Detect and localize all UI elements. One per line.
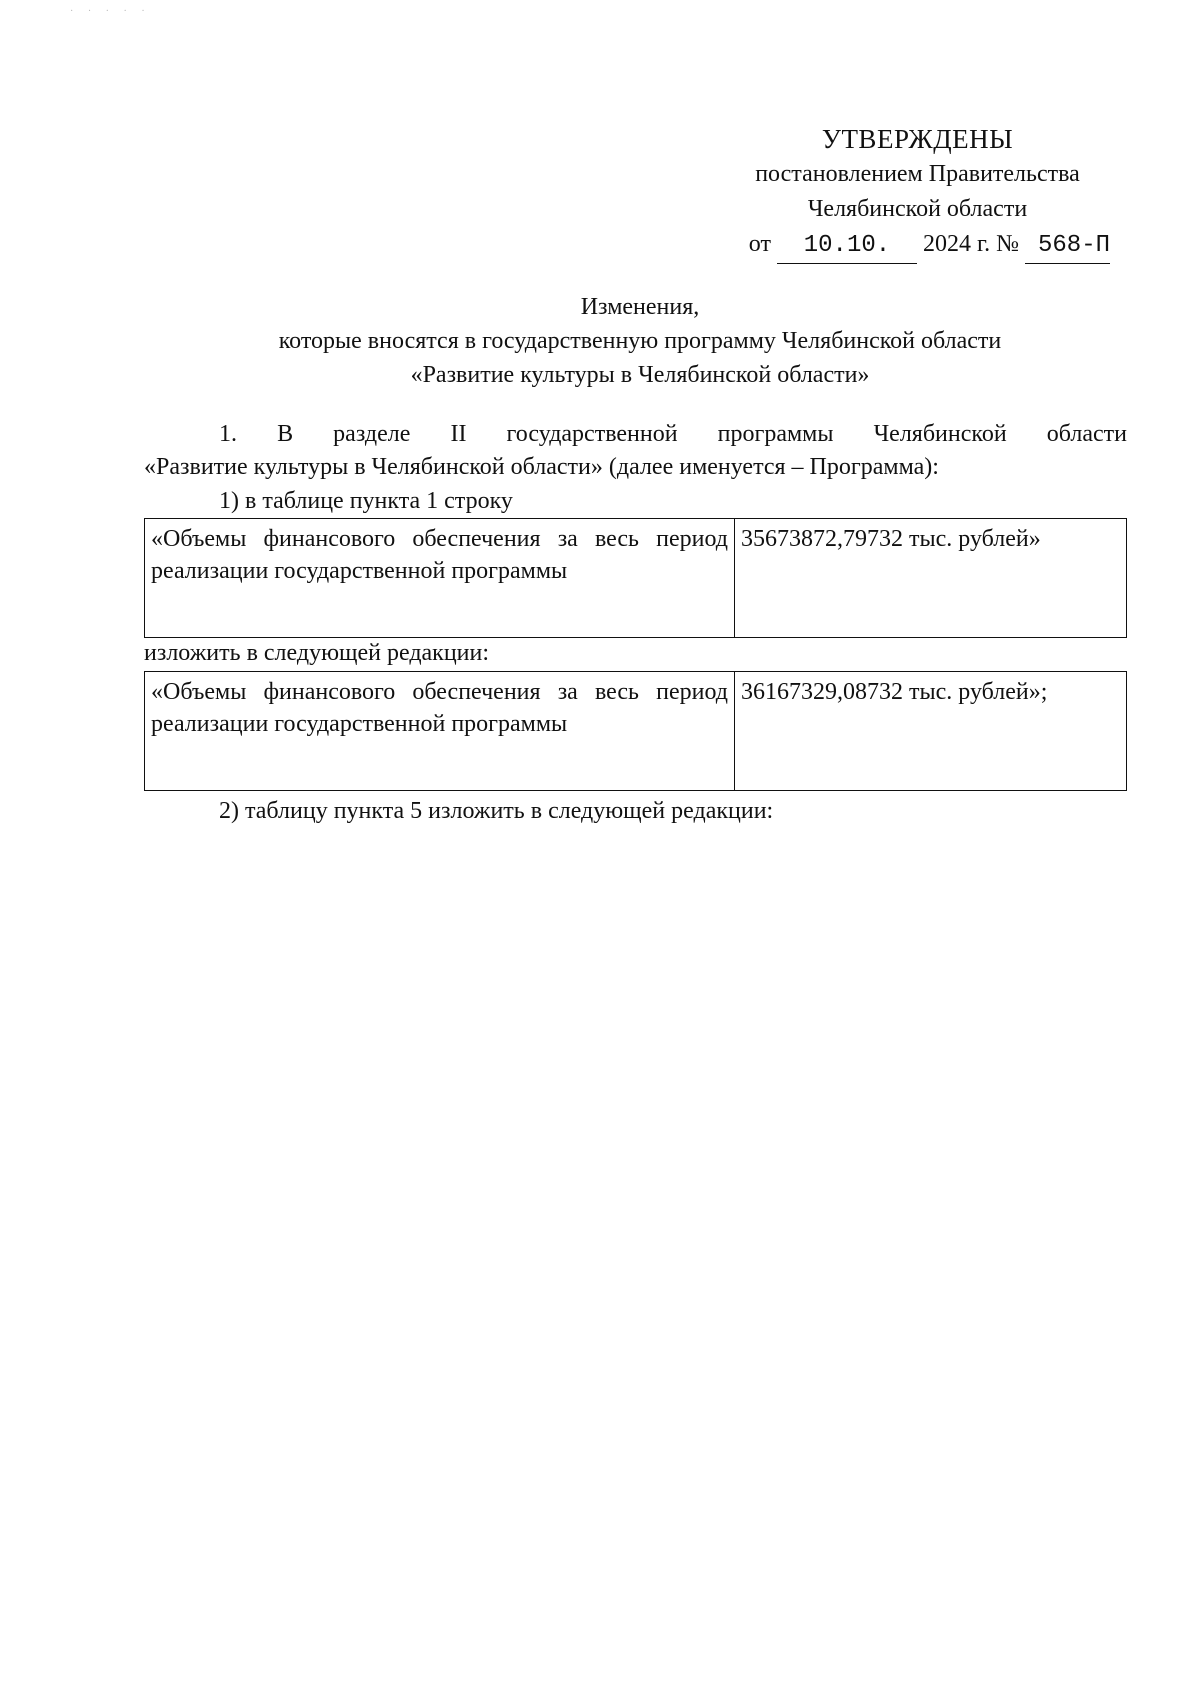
item-2-text: 2) таблицу пункта 5 изложить в следующей редакции: <box>219 798 774 824</box>
scan-artifact: · · · · · <box>70 6 151 17</box>
date-prefix: от <box>748 231 771 257</box>
table-new-label: «Объемы финансового обеспечения за весь период реализации государственной программы <box>145 672 735 791</box>
table-new-value: 36167329,08732 тыс. рублей»; <box>735 672 1127 791</box>
table-old-row <box>144 518 1127 638</box>
table-row <box>145 519 1127 638</box>
document-number: 568-П <box>1025 228 1110 264</box>
approval-date-line <box>695 227 1140 264</box>
approval-stamp-block <box>695 122 1140 264</box>
item-1-text: 1) в таблице пункта 1 строку <box>219 488 513 514</box>
approval-line-2: Челябинской области <box>807 196 1028 222</box>
approval-line-1: постановлением Правительства <box>755 161 1080 187</box>
paragraph-1 <box>144 418 1127 484</box>
date-value: 10.10. <box>777 228 917 264</box>
paragraph-1-line-2: «Развитие культуры в Челябинской области» (далее именуется – Программа): <box>144 454 939 480</box>
change-instruction: изложить в следующей редакции: <box>144 640 490 666</box>
document-subtitle-line-1: которые вносятся в государственную программу Челябинской области <box>278 328 1002 354</box>
table-old-label: «Объемы финансового обеспечения за весь период реализации государственной программы <box>145 519 735 638</box>
table-old-value: 35673872,79732 тыс. рублей» <box>735 519 1127 638</box>
paragraph-1-line-1: 1. В разделе II государственной программы Челябинской области <box>219 421 1127 447</box>
approval-title: УТВЕРЖДЕНЫ <box>821 124 1014 154</box>
year-text: 2024 г. № <box>922 231 1019 257</box>
table-row <box>145 672 1127 791</box>
table-new-row <box>144 671 1127 791</box>
document-header <box>140 290 1140 392</box>
document-subtitle-line-2: «Развитие культуры в Челябинской области» <box>410 362 870 388</box>
document-title: Изменения, <box>580 294 700 320</box>
